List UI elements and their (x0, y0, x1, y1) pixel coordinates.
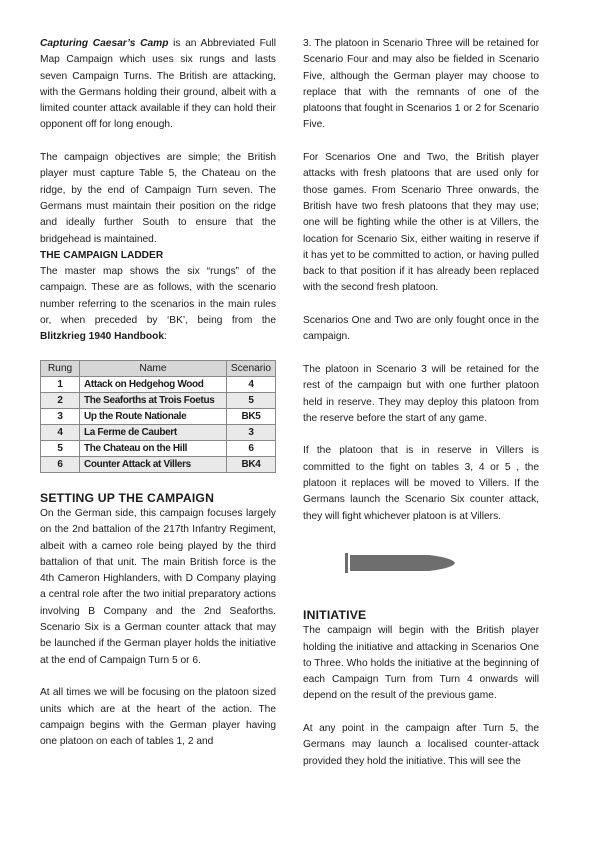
rung-cell: 5 (41, 440, 80, 456)
name-cell: The Seaforths at Trois Foetus (80, 392, 227, 408)
rung-cell: 2 (41, 392, 80, 408)
scenario-cell: 5 (227, 392, 276, 408)
ladder-intro-paragraph (40, 264, 276, 345)
scenario-cell: BK4 (227, 456, 276, 472)
setup-heading: SETTING UP THE CAMPAIGN (40, 490, 215, 505)
table-row (41, 392, 276, 408)
table-row (41, 440, 276, 456)
bullet-divider-icon (345, 552, 455, 574)
campaign-ladder-table (40, 360, 276, 473)
rung-cell: 3 (41, 408, 80, 424)
initiative-heading: INITIATIVE (303, 607, 367, 622)
intro-paragraph (40, 36, 276, 134)
intro-text: is an Abbreviated Full Map Campaign which uses six rungs and lasts seven Campaign Turns. The British are attacking, with the Germans holding their ground, albeit with a limited counter attack available if they can hold their opponent off for long enough. (40, 38, 276, 131)
name-cell: Attack on Hedgehog Wood (80, 376, 227, 392)
campaign-title: Capturing Caesar’s Camp (40, 38, 169, 49)
british-platoons-paragraph: For Scenarios One and Two, the British player attacks with fresh platoons that are used only for those games. From Scenario Three onwards, the British have two fresh platoons that they may use; one will be fighting while the other is at Villers, the location for Scenario Six, either waiting in reserve if it has yet to be committed to action, or having pulled back to that position if it has already been replaced with the second fresh platoon. (303, 152, 539, 294)
initiative-paragraph: The campaign will begin with the British player holding the initiative and attacking in Scenarios One to Three. Who holds the initiative at the beginning of each Campaign Turn from Turn 4 onwards will depend on the result of the previous game. (303, 625, 539, 702)
reserve-platoon-paragraph: The platoon in Scenario 3 will be retained for the rest of the campaign but with one further platoon held in reserve. They may deploy this platoon from the reserve before the start of any game. (303, 363, 539, 424)
table-header-row (41, 360, 276, 376)
scenario-cell: BK5 (227, 408, 276, 424)
table-row (41, 408, 276, 424)
scenario-cell: 6 (227, 440, 276, 456)
table-row (41, 424, 276, 440)
scenario-cell: 3 (227, 424, 276, 440)
name-cell: Up the Route Nationale (80, 408, 227, 424)
left-column (40, 36, 276, 750)
objectives-paragraph: The campaign objectives are simple; the British player must capture Table 5, the Chateau on the ridge, by the end of Campaign Turn seven. The Germans must maintain their position on the ridge and ideally further South to ensure that the bridgehead is maintained. (40, 152, 276, 245)
right-column (303, 36, 539, 770)
header-scenario: Scenario (227, 360, 276, 376)
ladder-source: Blitzkrieg 1940 Handbook (40, 331, 164, 343)
name-cell: La Ferme de Caubert (80, 424, 227, 440)
scenario-three-paragraph: 3. The platoon in Scenario Three will be retained for Scenario Four and may also be fielded in Scenario Five, although the German player may choose to replace that with the remnants of one of the platoons that fought in Scenarios 1 or 2 for Scenario Five. (303, 38, 539, 131)
table-row (41, 456, 276, 472)
name-cell: Counter Attack at Villers (80, 456, 227, 472)
setup-paragraph: On the German side, this campaign focuses largely on the 2nd battalion of the 217th Infantry Regiment, albeit with a cameo role being played by the third battalion of that unit. The main British force is the 4th Cameron Highlanders, with D Company playing a central role after the two initial preparatory actions involving B Company and the 2nd Seaforths. Scenario Six is a German counter attack that may be launched if the German player holds the initiative at the end of Campaign Turn 5 or 6. (40, 507, 276, 666)
ladder-intro-colon: : (163, 331, 167, 343)
rung-cell: 6 (41, 456, 80, 472)
ladder-heading: THE CAMPAIGN LADDER (40, 249, 164, 261)
ladder-intro-text: The master map shows the six “rungs” of the campaign. These are as follows, with the scenario number referring to the scenarios in the main rules or, when preceded by ‘BK’, being from the (40, 266, 276, 327)
table-row (41, 376, 276, 392)
platoon-paragraph: At all times we will be focusing on the platoon sized units which are at the heart of the action. The campaign begins with the German player having one platoon on each of tables 1, 2 and (40, 687, 276, 748)
scenario-cell: 4 (227, 376, 276, 392)
counter-attack-paragraph: At any point in the campaign after Turn 5, the Germans may launch a localised counter-attack provided they hold the initiative. This will see the (303, 722, 539, 767)
scenarios-once-paragraph: Scenarios One and Two are only fought once in the campaign. (303, 315, 539, 343)
header-name: Name (80, 360, 227, 376)
name-cell: The Chateau on the Hill (80, 440, 227, 456)
rung-cell: 4 (41, 424, 80, 440)
header-rung: Rung (41, 360, 80, 376)
rung-cell: 1 (41, 376, 80, 392)
villers-reserve-paragraph: If the platoon that is in reserve in Villers is committed to the fight on tables 3, 4 or 5 , the platoon it replaces will be moved to Villers. If the Germans launch the Scenario Six counter attack, they will fight whichever platoon is at Villers. (303, 445, 539, 522)
